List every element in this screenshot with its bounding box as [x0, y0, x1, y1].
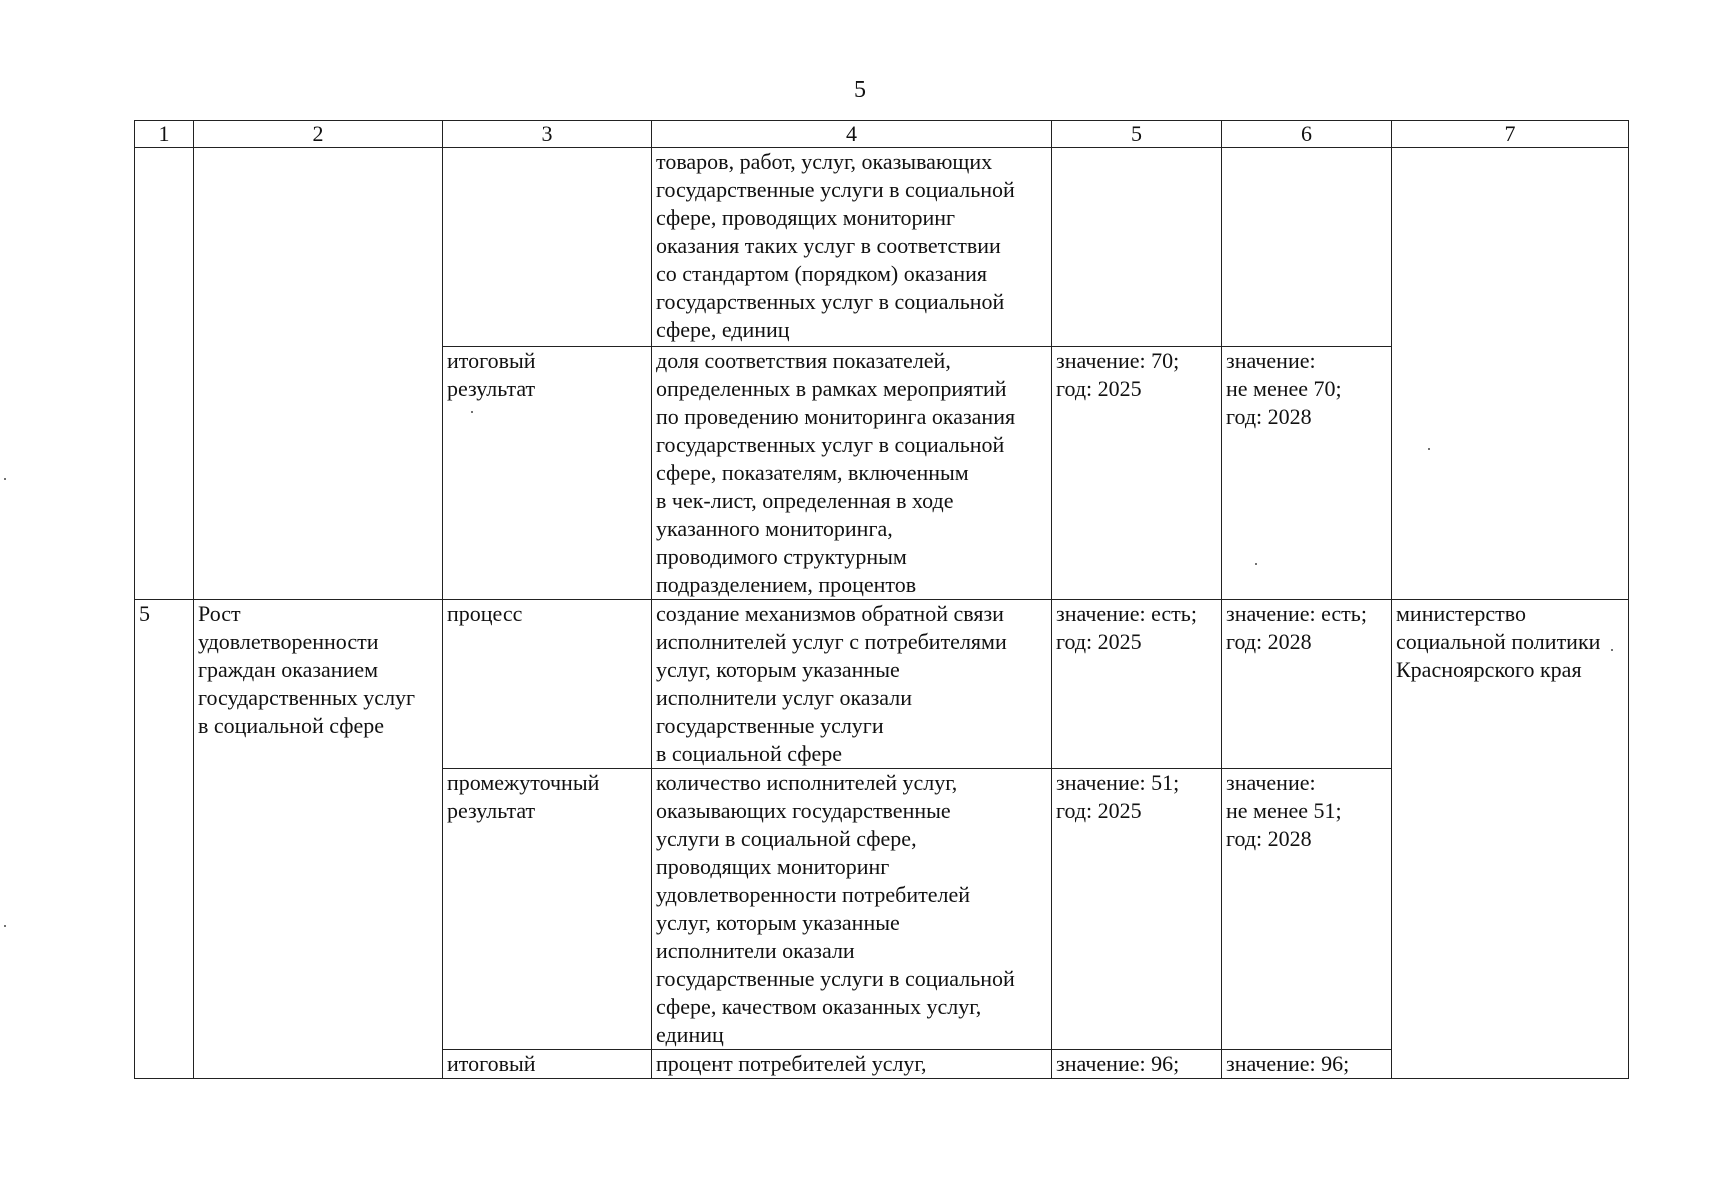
item-number-cell-empty [135, 148, 194, 600]
column-header-2: 2 [194, 121, 443, 148]
task-name-cell: Рост удовлетворенности граждан оказанием государственных услуг в социальной сфере [194, 600, 443, 1079]
table-row [135, 148, 1629, 347]
base-value-cell: значение: 51; год: 2025 [1052, 769, 1222, 1050]
column-header-1: 1 [135, 121, 194, 148]
task-name-cell-empty [194, 148, 443, 600]
scan-speck [471, 411, 473, 413]
target-value-cell-empty [1222, 148, 1392, 347]
indicator-cell: товаров, работ, услуг, оказывающих государственные услуги в социальной сфере, проводящих мониторинг оказания таких услуг в соответствии со стандартом (порядком) оказания государственных услуг в социальной сфере, единиц [652, 148, 1052, 347]
scan-speck [1611, 649, 1613, 651]
stage-cell: итоговый [443, 1050, 652, 1079]
column-header-3: 3 [443, 121, 652, 148]
scan-speck [4, 478, 6, 480]
responsible-cell-empty [1392, 148, 1629, 600]
indicator-cell: создание механизмов обратной связи исполнителей услуг с потребителями услуг, которым указанные исполнители услуг оказали государственные услуги в социальной сфере [652, 600, 1052, 769]
target-value-cell: значение: 96; [1222, 1050, 1392, 1079]
stage-cell: промежуточный результат [443, 769, 652, 1050]
target-value-cell: значение: есть; год: 2028 [1222, 600, 1392, 769]
scan-speck [4, 925, 6, 927]
indicator-cell: доля соответствия показателей, определенных в рамках мероприятий по проведению мониторинга оказания государственных услуг в социальной сфере, показателям, включенным в чек-лист, определенная в ходе указанного мониторинга, проводимого структурным подразделением, процентов [652, 347, 1052, 600]
stage-cell: процесс [443, 600, 652, 769]
column-header-5: 5 [1052, 121, 1222, 148]
scan-speck [1428, 448, 1430, 450]
stage-cell-empty [443, 148, 652, 347]
responsible-cell: министерство социальной политики Красноярского края [1392, 600, 1629, 1079]
header-row [135, 121, 1629, 148]
indicator-cell: процент потребителей услуг, [652, 1050, 1052, 1079]
table-row [135, 600, 1629, 769]
scan-speck [1255, 563, 1257, 565]
stage-cell: итоговый результат [443, 347, 652, 600]
base-value-cell-empty [1052, 148, 1222, 347]
indicator-cell: количество исполнителей услуг, оказывающих государственные услуги в социальной сфере, проводящих мониторинг удовлетворенности потребителей услуг, которым указанные исполнители оказали государственные услуги в социальной сфере, качеством оказанных услуг, единиц [652, 769, 1052, 1050]
column-header-4: 4 [652, 121, 1052, 148]
item-number-cell: 5 [135, 600, 194, 1079]
column-header-6: 6 [1222, 121, 1392, 148]
target-value-cell: значение: не менее 51; год: 2028 [1222, 769, 1392, 1050]
indicators-table [134, 120, 1629, 1079]
base-value-cell: значение: 96; [1052, 1050, 1222, 1079]
base-value-cell: значение: есть; год: 2025 [1052, 600, 1222, 769]
column-header-7: 7 [1392, 121, 1629, 148]
page-number: 5 [854, 77, 866, 103]
target-value-cell: значение: не менее 70; год: 2028 [1222, 347, 1392, 600]
base-value-cell: значение: 70; год: 2025 [1052, 347, 1222, 600]
